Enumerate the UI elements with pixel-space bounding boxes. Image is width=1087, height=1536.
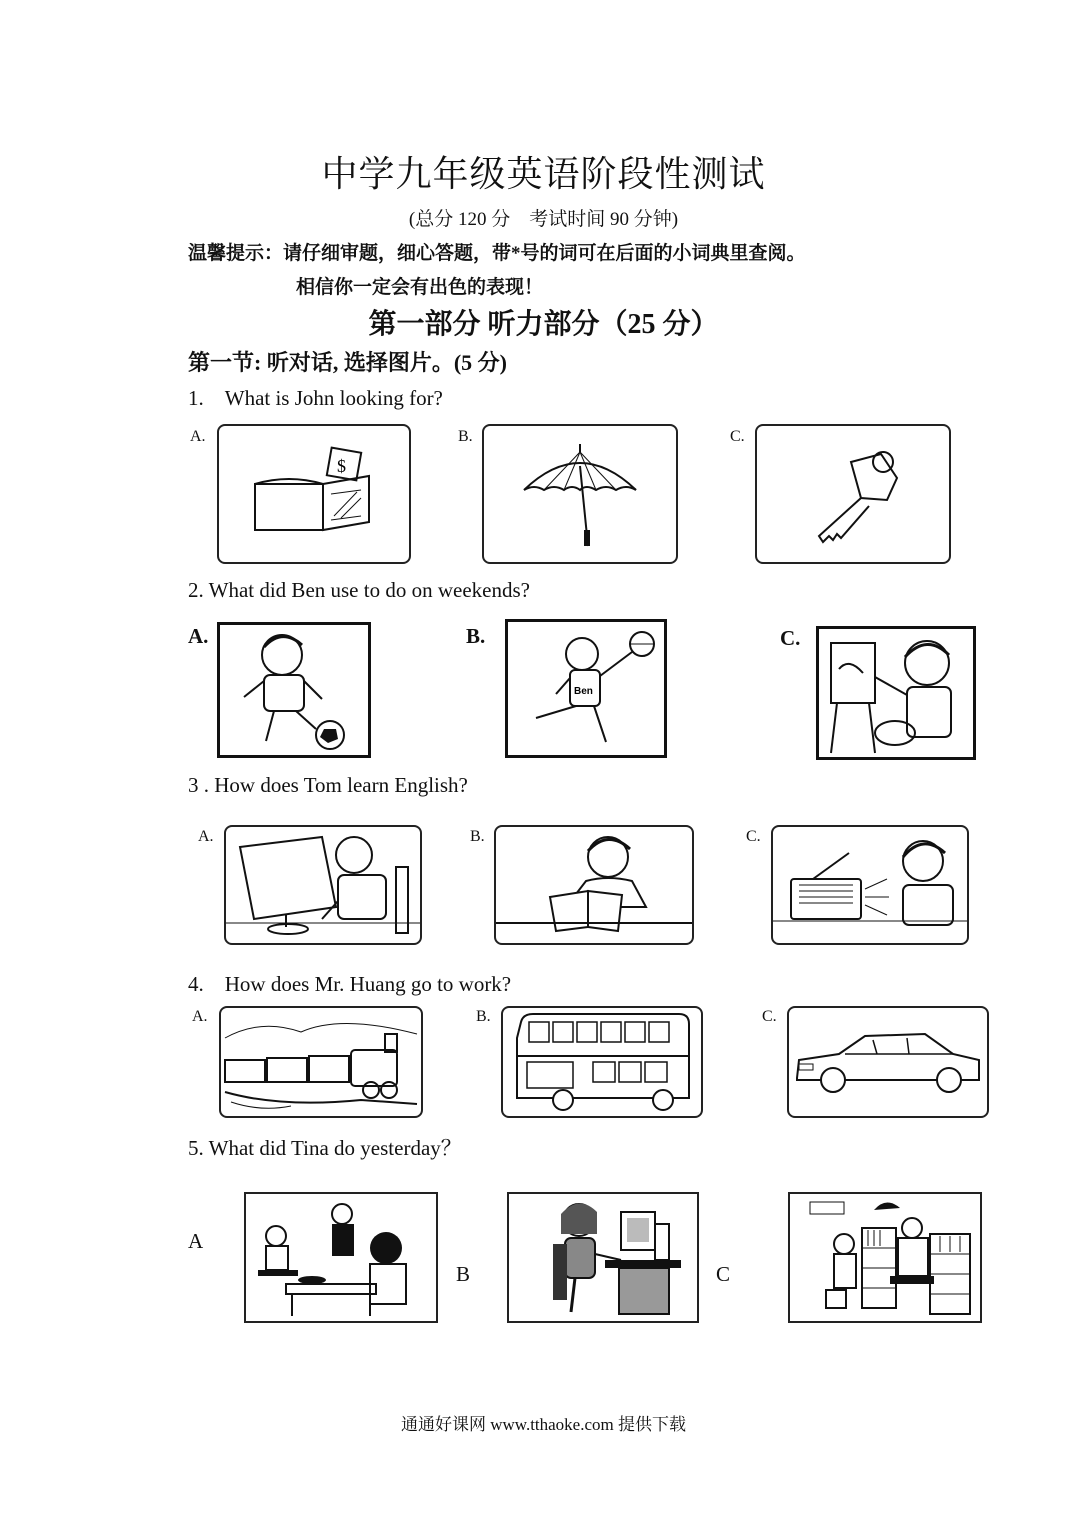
q3-option-a-picture[interactable] — [224, 825, 422, 945]
q2-option-a-picture[interactable] — [217, 622, 371, 758]
question-5: 5. What did Tina do yesterday？ — [188, 1136, 462, 1160]
q1-option-a-picture[interactable] — [217, 424, 411, 564]
svg-text:Ben: Ben — [574, 686, 593, 697]
q4-option-a-picture[interactable] — [219, 1006, 423, 1118]
q2-option-c-picture[interactable] — [816, 626, 976, 760]
tip-line-2: 相信你一定会有出色的表现！ — [296, 277, 544, 298]
q3-option-b-picture[interactable] — [494, 825, 694, 945]
q1-option-a-label: A. — [190, 428, 206, 445]
library-icon — [790, 1194, 980, 1321]
q4-option-b-picture[interactable] — [501, 1006, 703, 1118]
q2-option-c-label: C. — [780, 626, 801, 650]
key-icon — [757, 426, 949, 562]
q5-option-c-label: C — [716, 1262, 731, 1286]
bus-icon — [503, 1008, 701, 1116]
soccer-boy-icon — [220, 625, 368, 755]
wallet-icon — [219, 426, 409, 562]
q5-option-a-label: A — [188, 1229, 204, 1253]
q4-option-b-label: B. — [476, 1008, 491, 1025]
q2-option-a-label: A. — [188, 624, 209, 648]
q4-option-c-picture[interactable] — [787, 1006, 989, 1118]
svg-text:$: $ — [337, 456, 346, 476]
q1-option-c-label: C. — [730, 428, 745, 445]
q3-option-a-label: A. — [198, 828, 214, 845]
q5-option-c-picture[interactable] — [788, 1192, 982, 1323]
page-title: 中学九年级英语阶段性测试 — [321, 154, 766, 194]
part-title: 第一部分 听力部分（25 分） — [368, 309, 719, 340]
q5-option-b-label: B — [456, 1262, 471, 1286]
q1-option-b-label: B. — [458, 428, 473, 445]
q3-option-c-label: C. — [746, 828, 761, 845]
q5-option-a-picture[interactable] — [244, 1192, 438, 1323]
reading-boy-icon — [496, 827, 692, 943]
classroom-icon — [246, 1194, 436, 1321]
q5-option-b-picture[interactable] — [507, 1192, 699, 1323]
umbrella-icon — [484, 426, 676, 562]
tip-line-1: 温馨提示：请仔细审题，细心答题，带*号的词可在后面的小词典里查阅。 — [188, 243, 806, 264]
car-icon — [789, 1008, 987, 1116]
page-footer: 通通好课网 www.tthaoke.com 提供下载 — [400, 1415, 687, 1434]
computer-boy-icon — [226, 827, 420, 943]
question-2: 2. What did Ben use to do on weekends? — [188, 578, 530, 602]
q3-option-b-label: B. — [470, 828, 485, 845]
question-4: 4. How does Mr. Huang go to work? — [188, 972, 512, 996]
section-title: 第一节: 听对话, 选择图片。(5 分) — [188, 350, 507, 375]
q3-option-c-picture[interactable] — [771, 825, 969, 945]
basketball-boy-icon — [508, 622, 664, 755]
q4-option-c-label: C. — [762, 1008, 777, 1025]
radio-boy-icon — [773, 827, 967, 943]
q2-option-b-label: B. — [466, 624, 486, 648]
train-icon — [221, 1008, 421, 1116]
page-subtitle: (总分 120 分 考试时间 90 分钟) — [408, 209, 679, 230]
painting-boy-icon — [819, 629, 973, 757]
q4-option-a-label: A. — [192, 1008, 208, 1025]
q1-option-c-picture[interactable] — [755, 424, 951, 564]
question-3: 3 . How does Tom learn English? — [188, 773, 468, 797]
q1-option-b-picture[interactable] — [482, 424, 678, 564]
question-1: 1. What is John looking for? — [188, 386, 443, 410]
q2-option-b-picture[interactable] — [505, 619, 667, 758]
computer-girl-icon — [509, 1194, 697, 1321]
